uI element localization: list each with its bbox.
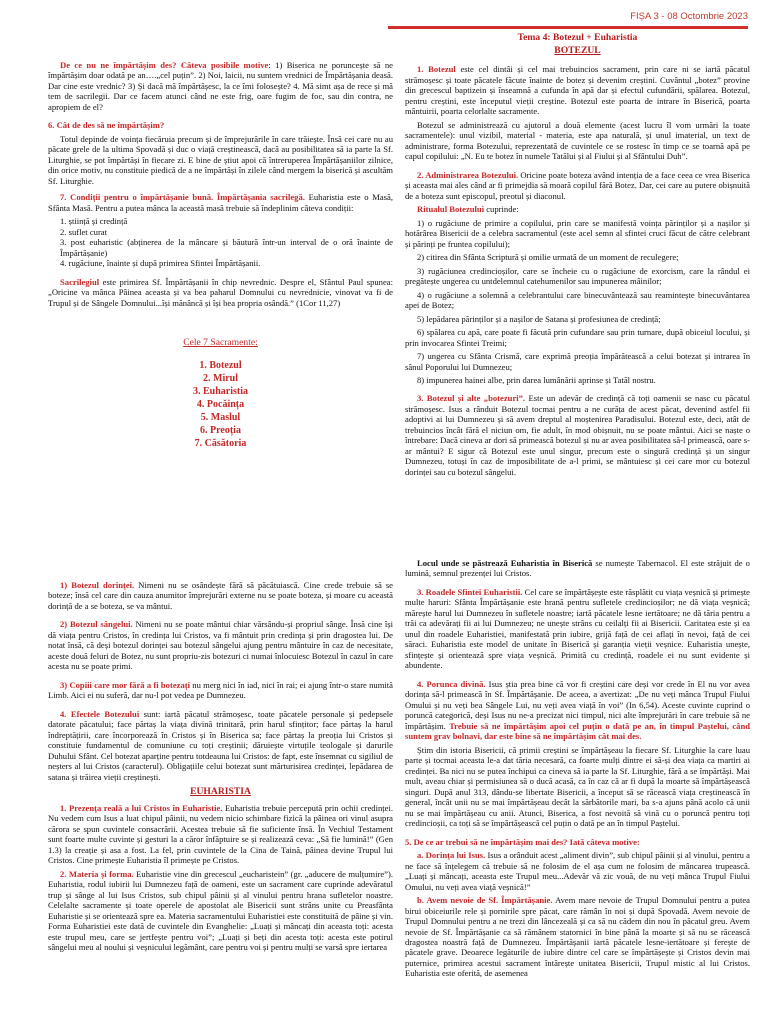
left-top-column [48,60,393,450]
effects-title: 4. Efectele Botezului [60,708,140,719]
reason-b [405,895,750,979]
fruits-body: Cel care se împărtășește este răsplătit cu viața veșnică și primește multe haruri: Sfânta Împărtășanie este hrană pentru sufletele credincioșilor; ne dă viața veșnică; mărește harul lui Dumnezeu în sufletele noastre; iartă păcatele lesne iertătoare; ne dă tăria pentru a trăi ca adevărați fii ai lui Dumnezeu; ne unește strâns cu ceilalți fii ai Bisericii. Caritatea este și ea unul din roadele Euharistiei, manifestată prin iubire, grijă față de cei aflați în nevoi, față de cei săraci. Euharistia este model de unitate în Biserică și garanția vieții veșnice. Euharistia unește, sfințește și orientează spre viața veșnică. Primită cu credință, roadele ei nu sunt evidente și abundente. [405,586,750,671]
reasons-title: 5. De ce ar trebui să ne împărtășim mai des? Iată câteva motive: [405,836,640,847]
sacraments-title: Cele 7 Sacramente: [183,337,258,349]
sacrament-item: 5. Maslul [200,411,241,423]
condition-item: 4. rugăciune, înainte și după primirea Sfintei Împărtășanii. [60,258,261,269]
blood-title: 2) Botezul sângelui. [60,619,133,630]
section-title-euharistia: EUHARISTIA [190,786,251,798]
ritual-item: 2) citirea din Sfânta Scriptură și omilie urmată de un moment de reculegere; [417,252,679,263]
tabernacle-paragraph [405,558,750,579]
sacrilege-body: este primirea Sf. Împărtășanii în chip nevrednic. Despre el, Sfântul Paul spunea: „Oricine va mânca Pâinea aceasta și va bea paharul Domnului cu nevrednicie, vinovat va fi de Trupul și de Sângele Domnului...își mănâncă și își bea propria osândă.” (1Cor 11,27) [48,276,393,308]
ritual-item: 7) ungerea cu Sfânta Crismă, care exprimă preoția împărătească a celui botezat și intrarea în sânul Poporului lui Dumnezeu; [405,351,750,372]
desire-body: Nimeni nu se osândește fără să păcătuiască. Cine crede trebuie să se boteze; însă cel care din cauza anumitor împrejurări externe nu se poate boteza, și moare cu această dorință de a se boteza, se va mântui. [48,580,393,611]
divine-command [405,679,750,742]
effects-body: sunt: iartă păcatul strămoșesc, toate păcatele personale și pedepsele datorate păcatului; face părtaș la viața divină trinitară, prin harul sfințitor; face părtaș la harul îndreptățirii, care încorporează în Cristos și în Biserica sa; face părtaș la preoția lui Cristos și constituie fundamentul de comuniune cu toți creștinii; dăruiește virtuțile teologale și darurile Duhului Sfânt. Cel botezat aparține pentru totdeauna lui Cristos: de fapt, este însemnat cu sigiliul de neșters al lui Cristos (caracterul). Obligațiile celui botezat sunt mărturisirea credinței, lepădarea de satana și trăirea vieții creștinești. [48,708,393,782]
left-bottom-column [48,580,393,956]
baptism-definition-body: este cel dintâi și cel mai trebuincios sacrament, prin care ni se iartă păcatul strămoșesc și toate păcatele făcute înainte de botez și devenim creștini. Cuvântul „botez” provine din grecescul baptizein și înseamnă a cufunda în apă dar și efectul cufundării, spălarea. Botezul, pentru creștini, este începutul vieții creștine. Botezul este poarta de intrare în Biserică, poarta mântuirii, poarta celorlalte sacramente. [405,64,750,117]
condition-item: 3. post euharistic (abținerea de la mâncare și băutură într-un interval de o oră înainte de Împărtășanie) [60,237,393,258]
eucharist-fruits [405,587,750,671]
ritual-title: Ritualul Botezului [417,204,485,215]
ritual-item: 6) spălarea cu apă, care poate fi făcută prin cufundare sau prin turnare, după obiceiul locului, și prin invocarea Sfintei Treimi; [405,327,750,348]
reason-a-title: a. Dorința lui Isus. [417,850,486,861]
reasons-heading [405,837,750,847]
matter-form-body: Euharistie vine din grecescul „eucharistein” (gr. „aducere de mulțumire”). Euharistia, rodul iubirii lui Dumnezeu față de oameni, este un sacrament care cuprinde adevăratul trup și sânge al lui Isus Cristos, sub chipul pâinii și al vinului pentru hrana sufletelor noastre. Celelalte sacramente și toate operele de apostolat ale Bisericii sunt strâns unite cu Preasfânta Euharistie și se orientează spre ea. Materia sacramentului Euharistiei este constituită de pâine și vin. Forma Euharistiei este dată de cuvintele din Evanghelie: „Luați și mâncați din aceasta toți: acesta este trupul meu, care se jertfește pentru voi”; „Luați și beți din acesta toți: acesta este potirul sângelui meu al noului și veșnicului legământ, care pentru voi și pentru mulți se varsă spre iertarea [48,868,393,953]
other-baptisms-body: Este un adevăr de credință că toți oamenii se nasc cu păcatul strămoșesc. Isus a rânduit Botezul tocmai pentru a ne curăța de acest păcat, devenind astfel fii adoptivi ai lui Dumnezeu și să avem dreptul al moștenirea Paradisului. Botezul este, deci, atât de trebuincios încât fără el niciun om, fie adult, în mod obișnuit, nu se poate mântui. Aici se naște o întrebare: Dacă cineva ar dori să primească botezul și nu ar avea posibilitatea să-l primească, oare s-ar mântui? E sigur că Botezul este unul singur, precum este o singură credință și un singur Dumnezeu, totuși în caz de imposibilitate de a-l primi, se mântuiesc și cei care mor cu botezul dorinței sau cu botezul sângelui. [405,393,750,477]
reason-b-body: Avem mare nevoie de Trupul Domnului pentru a putea birui obiceiurile rele și pornirile spre păcat, care rămân în noi și după Spovadă. Avem nevoie de Trupul Domnului pentru a ne trezi din lâncezeală și ca să nu cădem din nou în păcatul greu. Avem nevoie de Sf. Împărtășanie ca să rămânem statornici în bine până la moarte și să nu se răcească dragostea noastră față de Dumnezeu. Împărtășanii iartă păcatele lesne-iertătoare și ferește de păcatele grave. Deoarece legăturile de iubire dintre cel care se împărtășește și Cristos devin mai puternice, primirea acestui sacrament întărește unitatea Bisericii, Trupul mistic al lui Cristos. Euharistia este oferită, de asemenea [405,895,750,979]
command-body: Isus știa prea bine că vor fi creștini care deși vor crede în El nu vor avea dorința să-l primească în Sf. Împărtășanie. De aceea, a avertizat: „De nu veți mânca Trupul Fiului Omului și nu veți bea Sângele Lui, nu veți avea viață în voi” (In 6,54). Aceste cuvinte cuprind o poruncă categorică, deși Isus nu ne-a precizat nici timpul, nici alte împrejurări în care trebuie să ne împărtășim. [405,678,750,731]
other-baptisms-title: 3. Botezul și alte „botezuri”. [417,393,526,404]
sacrilege-paragraph [48,277,393,308]
sacrament-item: 6. Preoția [200,424,241,436]
baptism-of-desire [48,580,393,611]
baptism-of-blood [48,619,393,671]
why-not-title: De ce nu ne împărtășim des? Câteva posibile motive [60,60,269,70]
blood-body: Nimeni nu se poate mântui chiar vărsându-și propriul sânge. Însă cine își dă viața pentru Cristos, în credința lui Cristos, va fi mântuit prin credința și prin dragostea lui. De notat însă, că deși botezul dorinței sau botezul sângelui ajung pentru mântuire în caz de necesitate, aceste două feluri de Botez, nu sunt propriu-zis botezuri ci numai înlocuiesc Botezul în cazul în care acesta nu se poate primi. [48,619,393,672]
ritual-item: 1) o rugăciune de primire a copilului, prin care se manifestă voința părinților și a nașilor și hotărârea Bisericii de a celebra sacramentul (este acel semn al sfintei cruci făcut de către celebrant și părinți pe fruntea copilului); [405,217,750,249]
reason-a [405,850,750,892]
reason-b-title: b. Avem nevoie de Sf. Împărtășanie. [417,895,553,906]
real-presence-title: 1. Prezența reală a lui Cristos în Euharistie. [60,802,223,813]
sacrilege-title: Sacrilegiul [60,276,100,287]
reason-a-body: Isus a orânduit acest „aliment divin”, sub chipul pâinii și al vinului, pentru a ne face să înțelegem că trebuie să ne folosim de el așa cum ne folosim de mâncarea trupească. „Luați și mâncați, aceasta este Trupul meu...Adevăr vă zic vouă, de nu veți mânca Trupul Fiului Omului, nu veți avea viață veșnică!” [405,850,750,892]
matter-form [48,869,393,953]
desire-title: 1) Botezul dorinței. [60,580,135,590]
real-presence [48,803,393,866]
sacrament-item: 3. Euharistia [192,385,248,397]
condition-item: 2. suflet curat [60,226,108,237]
sacrament-item: 2. Mirul [203,372,238,384]
ritual-intro-text: cuprinde: [484,204,519,215]
conditions-title: 7. Condiții pentru o împărtășanie bună. Împărtășania sacrilegă. [60,192,305,203]
tabernacle-body: se numește Tabernacol. El este străjuit de o lumină, semnul prezenței lui Cristos. [405,558,750,579]
ritual-item: 8) impunerea hainei albe, prin darea lumânării aprinse și Tatăl nostru. [417,375,656,385]
unbaptized-children [48,680,393,701]
other-baptisms [405,393,750,477]
history-paragraph: Știm din istoria Bisericii, că primii creștini se împărtășeau la fiecare Sf. Liturghie la care luau parte și tocmai aceasta le-a dat tăria necesară, ca foarte mulți dintre ei să-și dea viața ca martiri ai credinței. Ba nici nu se putea închipui ca cineva să ia parte la Sf. Liturghie, fără a se împărtăși. Mai mult, aveau chiar și permisiunea să o ducă acasă, ca în caz că ar fi după la moarte să împărtășească singuri. După anul 313, dându-se libertate Bisericii, a început să se răcească viața creștinească în general, încât unii nu se mai împărtășeau decât la sărbătorile mari, ba s-a ajuns până acolo că unii nu se mai împărtășeau cu anii. Atunci, Biserica, a fost nevoită să vină cu o poruncă pentru toți credincioșii, ca toți să se împărtășească cel puțin o dată pe an în timpul Paștelui. [405,744,750,829]
administration-title: 2. Administrarea Botezului. [417,169,519,180]
baptism-elements: Botezul se administrează cu ajutorul a două elemente (acest lucru îl vom urmări la toate sacramentele): unul vizibil, material - materia, este apa naturală, și unul imaterial, un text de administrare, forma Botezului, reprezentată de cuvintele ce se rostesc în timp ce se toarnă apă pe capul copilului: „N. Eu te botez în numele Tatălui și al Fiului și al Sfântului Duh”. [405,119,750,162]
right-top-column [405,32,750,480]
baptism-definition-title: 1. Botezul [417,64,456,75]
how-often-paragraph [48,120,393,130]
conditions-body: Euharistia este o Masă, Sfânta Masă. Pentru a putea mânca la această masă trebuie să îndeplinim câteva condiții: [48,192,393,213]
ritual-item: 5) lepădarea părinților și a nașilor de Satana și profesiunea de credință; [417,313,661,324]
baptism-definition [405,64,750,116]
administration-body: Oricine poate boteza având intenția de a face ceea ce vrea Biserica și aceasta mai ales când ar fi primejdia să moară copilul fără Botez. Dar, cei care au putere obișnuită de a boteza sunt episcopul, preotul și diaconul. [405,169,750,201]
how-often-body: Totul depinde de voința fiecăruia precum și de împrejurările în care trăiește. Însă cei care nu au păcate grele de la ultima Spovadă și duc o viață creștinească, dacă au posibilitatea să ia parte la Sf. Liturghie, se pot împărtăși în fiecare zi. E bine de știut apoi că întreruperea Împărtășaniilor zilnice, din orice motiv, nu constituie piedică de a ne împărtăși în zilele când mergem la biserică și ascultăm Sf. Liturghie. [48,133,393,186]
why-not-body: : 1) Biserica ne poruncește să ne împărtășim doar odată pe an….„cel puțin”. 2) Noi, laicii, nu suntem vrednici de Împărtășania deasă. Dar cine este vrednic? 3) Și dacă mă împărtășesc, la ce îmi folosește? 4. Mă simt așa de rece și mă tem de sacrilegii. Dar ce facem atunci când ne este frig, oare fugim de foc, sau din contra, ne apropiem de el? [48,60,393,112]
right-bottom-column [405,558,750,982]
unbaptized-title: 3) Copiii care mor fără a fi botezați [60,679,191,690]
ritual-item: 3) rugăciunea credincioșilor, care se încheie cu o rugăciune de exorcism, care la rândul ei pregătește ungerea cu untdelemnul catehumenilor sau impunerea mâinilor; [405,265,750,287]
ritual-intro [405,204,750,214]
baptism-effects [48,709,393,782]
why-not-paragraph [48,60,393,112]
header-rule [388,26,748,29]
sacrament-item: 4. Pocăința [196,398,245,410]
conditions-paragraph [48,192,393,213]
command-emphasis: Trebuie să ne împărtășim apoi cel puțin o dată pe an, în timpul Paștelui, când suntem grav bolnavi, dar este bine să ne împărtășim cât mai des. [405,720,750,742]
sacrament-item: 7. Căsătoria [194,437,247,449]
lesson-title: Tema 4: Botezul + Euharistia [517,32,638,43]
ritual-item: 4) o rugăciune a solemnă a celebrantului care binecuvântează sau reamintește binecuvântarea apei de Botez; [405,289,750,311]
how-often-title: 6. Cât de des să ne împărtășim? [48,120,165,131]
condition-item: 1. știință și credință [60,216,128,227]
sacrament-item: 1. Botezul [199,359,242,371]
section-title-botezul: BOTEZUL [554,44,601,56]
fruits-title: 3. Roadele Sfintei Euharistii. [417,586,523,597]
baptism-administration [405,170,750,201]
tabernacle-title: Locul unde se păstrează Euharistia în Biserică [417,558,593,568]
unbaptized-body: nu merg nici în iad, nici în rai; ei ajung într-o stare numită Limb. Aici ei nu suferă, dar nu-l pot vedea pe Dumnezeu. [48,679,393,701]
real-presence-body: Euharistia trebuie percepută prin ochii credinței. Nu vedem cum Isus a luat chipul pâinii, nu vedem nicio schimbare fizică la pâinea ori vinul asupra cărora se spun cuvintele consacrării. Acestea trebuie să fie suficiente însă. În Vechiul Testament sunt foarte multe cuvinte și gesturi la a căror înfăptuire se și realizează ceva: „Să fie lumină!” (Gen 1.3) la creație și asa a fost. La fel, prin cuvintele de la Cina de Taină, pâinea devine Trupul lui Cristos. Cine primește Euharistia îl primește pe Cristos. [48,802,393,866]
page-header: FIȘA 3 - 08 Octombrie 2023 [630,11,748,22]
matter-form-title: 2. Materia și forma. [60,868,134,879]
command-title: 4. Porunca divină. [417,678,486,689]
